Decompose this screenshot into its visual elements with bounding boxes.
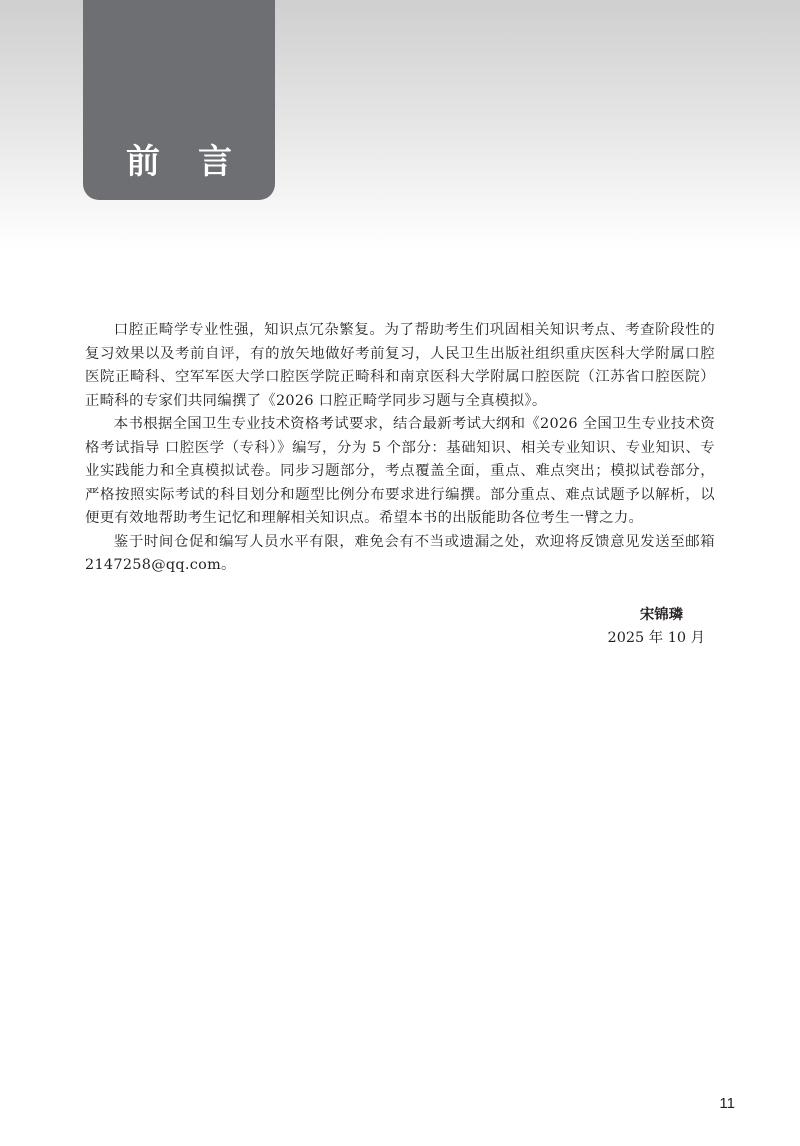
author-name: 宋锦璘: [639, 607, 683, 623]
preface-body: [85, 319, 715, 578]
paragraph-1: 口腔正畸学专业性强，知识点冗杂繁复。为了帮助考生们巩固相关知识考点、考查阶段性的复习效果以及考前自评，有的放矢地做好考前复习，人民卫生出版社组织重庆医科大学附属口腔医院正畸科、空军军医大学口腔医学院正畸科和南京医科大学附属口腔医院（江苏省口腔医院）正畸科的专家们共同编撰了《2026 口腔正畸学同步习题与全真模拟》。: [85, 322, 715, 409]
title-tab: [83, 0, 275, 200]
signature-date: 2025 年 10 月: [607, 630, 705, 646]
paragraph-2: 本书根据全国卫生专业技术资格考试要求，结合最新考试大纲和《2026 全国卫生专业技术资格考试指导 口腔医学（专科）》编写，分为 5 个部分：基础知识、相关专业知识、专业知识、专业实践能力和全真模拟试卷。同步习题部分，考点覆盖全面，重点、难点突出；模拟试卷部分，严格按照实际考试的科目划分和题型比例分布要求进行编撰。部分重点、难点试题予以解析，以便更有效地帮助考生记忆和理解相关知识点。希望本书的出版能助各位考生一臂之力。: [85, 416, 715, 526]
page-title: 前言: [126, 142, 270, 182]
page-number: 11: [719, 1095, 735, 1112]
paragraph-3: 鉴于时间仓促和编写人员水平有限，难免会有不当或遗漏之处，欢迎将反馈意见发送至邮箱 2147258@qq.com。: [85, 533, 715, 573]
signature-block: [608, 604, 705, 650]
